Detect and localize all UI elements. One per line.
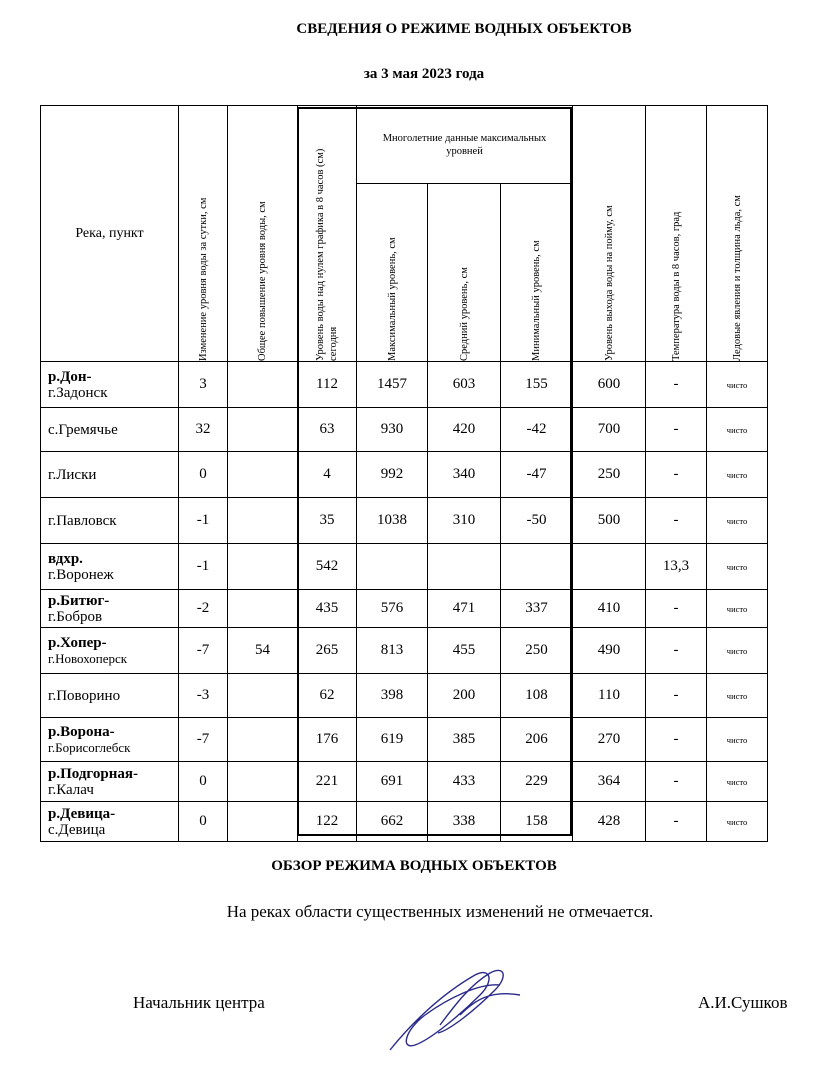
header-max: Максимальный уровень, см [357, 184, 428, 362]
river-point-cell [41, 628, 179, 674]
table-row [41, 408, 828, 452]
point-name: г.Калач [48, 781, 94, 798]
flood-cell: 428 [573, 802, 646, 842]
review-text: На реках области существенных изменений не отмечается. [226, 902, 654, 921]
header-total-rise: Общее повышение уровня воды, см [228, 106, 298, 362]
max-cell: 813 [357, 628, 428, 674]
flood-cell: 250 [573, 452, 646, 498]
ice-cell: чисто [707, 674, 768, 718]
river-name: р.Подгорная- [48, 765, 138, 782]
ice-cell: чисто [707, 362, 768, 408]
total-cell [228, 590, 298, 628]
river-point-cell [41, 544, 179, 590]
min-cell: 206 [501, 718, 573, 762]
river-point-cell [41, 674, 179, 718]
ice-cell: чисто [707, 452, 768, 498]
ice-cell: чисто [707, 802, 768, 842]
table-row [41, 628, 828, 674]
ice-cell: чисто [707, 762, 768, 802]
point-name: г.Новохоперск [48, 650, 128, 666]
max-cell: 619 [357, 718, 428, 762]
header-river: Река, пункт [41, 106, 179, 362]
table-row [41, 452, 828, 498]
header-ice: Ледовые явления и толщина льда, см [707, 106, 768, 362]
min-cell: 250 [501, 628, 573, 674]
point-name: с.Девица [48, 821, 106, 838]
mean-cell: 200 [428, 674, 501, 718]
total-cell [228, 408, 298, 452]
temp-cell: - [646, 498, 707, 544]
table-row [41, 362, 828, 408]
total-cell [228, 762, 298, 802]
river-point-cell [41, 498, 179, 544]
point-name: г.Павловск [48, 512, 117, 529]
header-temp: Температура воды в 8 часов, град [646, 106, 707, 362]
min-cell: -47 [501, 452, 573, 498]
level-cell: 435 [298, 590, 357, 628]
mean-cell: 420 [428, 408, 501, 452]
river-point-cell [41, 408, 179, 452]
change-cell: -7 [179, 718, 228, 762]
mean-cell: 455 [428, 628, 501, 674]
flood-cell [573, 544, 646, 590]
mean-cell: 471 [428, 590, 501, 628]
flood-cell: 500 [573, 498, 646, 544]
level-cell: 4 [298, 452, 357, 498]
min-cell: -42 [501, 408, 573, 452]
table-row [41, 718, 828, 762]
header-min: Минимальный уровень, см [501, 184, 573, 362]
max-cell: 1038 [357, 498, 428, 544]
min-cell: 158 [501, 802, 573, 842]
max-cell [357, 544, 428, 590]
change-cell: -7 [179, 628, 228, 674]
ice-cell: чисто [707, 408, 768, 452]
max-cell: 576 [357, 590, 428, 628]
signature-image [380, 955, 530, 1070]
mean-cell: 310 [428, 498, 501, 544]
header-level: Уровень воды над нулем графика в 8 часов (см) сегодня [298, 106, 357, 362]
temp-cell: 13,3 [646, 544, 707, 590]
level-cell: 542 [298, 544, 357, 590]
level-cell: 265 [298, 628, 357, 674]
total-cell: 54 [228, 628, 298, 674]
mean-cell: 385 [428, 718, 501, 762]
change-cell: 0 [179, 762, 228, 802]
min-cell: 108 [501, 674, 573, 718]
flood-cell: 490 [573, 628, 646, 674]
river-name: р.Ворона- [48, 723, 115, 740]
max-cell: 930 [357, 408, 428, 452]
level-cell: 221 [298, 762, 357, 802]
review-title: ОБЗОР РЕЖИМА ВОДНЫХ ОБЪЕКТОВ [271, 858, 557, 874]
river-point-cell [41, 452, 179, 498]
level-cell: 63 [298, 408, 357, 452]
total-cell [228, 544, 298, 590]
mean-cell [428, 544, 501, 590]
total-cell [228, 452, 298, 498]
change-cell: -1 [179, 544, 228, 590]
temp-cell: - [646, 674, 707, 718]
signer-name: А.И.Сушков [698, 993, 788, 1012]
temp-cell: - [646, 802, 707, 842]
header-flood: Уровень выхода воды на пойму, см [573, 106, 646, 362]
temp-cell: - [646, 590, 707, 628]
total-cell [228, 362, 298, 408]
flood-cell: 270 [573, 718, 646, 762]
flood-cell: 410 [573, 590, 646, 628]
flood-cell: 700 [573, 408, 646, 452]
river-point-cell [41, 718, 179, 762]
change-cell: 0 [179, 802, 228, 842]
river-name: р.Хопер- [48, 634, 107, 651]
total-cell [228, 802, 298, 842]
change-cell: 3 [179, 362, 228, 408]
river-point-cell [41, 362, 179, 408]
point-name: г.Поворино [48, 687, 121, 704]
level-cell: 122 [298, 802, 357, 842]
flood-cell: 110 [573, 674, 646, 718]
max-cell: 398 [357, 674, 428, 718]
total-cell [228, 498, 298, 544]
max-cell: 691 [357, 762, 428, 802]
change-cell: -3 [179, 674, 228, 718]
min-cell: 155 [501, 362, 573, 408]
point-name: г.Воронеж [48, 566, 114, 583]
change-cell: -2 [179, 590, 228, 628]
river-name: р.Дон- [48, 368, 92, 385]
ice-cell: чисто [707, 628, 768, 674]
river-point-cell [41, 590, 179, 628]
min-cell: -50 [501, 498, 573, 544]
point-name: г.Бобров [48, 608, 103, 625]
level-cell: 176 [298, 718, 357, 762]
flood-cell: 364 [573, 762, 646, 802]
table-row [41, 802, 828, 842]
mean-cell: 603 [428, 362, 501, 408]
point-name: г.Борисоглебск [48, 739, 131, 755]
temp-cell: - [646, 718, 707, 762]
change-cell: -1 [179, 498, 228, 544]
header-longterm: Многолетние данные максимальных уровней [357, 106, 573, 184]
river-name: р.Битюг- [48, 592, 110, 609]
point-name: г.Лиски [48, 466, 97, 483]
header-change: Изменение уровня воды за сутки, см [179, 106, 228, 362]
max-cell: 662 [357, 802, 428, 842]
point-name: с.Гремячье [48, 421, 118, 438]
table-row [41, 544, 828, 590]
signer-position: Начальник центра [133, 993, 265, 1012]
level-cell: 62 [298, 674, 357, 718]
temp-cell: - [646, 408, 707, 452]
level-cell: 35 [298, 498, 357, 544]
temp-cell: - [646, 762, 707, 802]
total-cell [228, 674, 298, 718]
total-cell [228, 718, 298, 762]
point-name: г.Задонск [48, 384, 108, 401]
min-cell [501, 544, 573, 590]
level-cell: 112 [298, 362, 357, 408]
min-cell: 337 [501, 590, 573, 628]
table-row [41, 498, 828, 544]
river-point-cell [41, 762, 179, 802]
temp-cell: - [646, 362, 707, 408]
temp-cell: - [646, 628, 707, 674]
river-point-cell [41, 802, 179, 842]
change-cell: 32 [179, 408, 228, 452]
table-row [41, 590, 828, 628]
mean-cell: 338 [428, 802, 501, 842]
header-mean: Средний уровень, см [428, 184, 501, 362]
table-row [41, 674, 828, 718]
flood-cell: 600 [573, 362, 646, 408]
document-date: за 3 мая 2023 года [363, 66, 485, 82]
max-cell: 1457 [357, 362, 428, 408]
water-regime-table [40, 105, 828, 842]
temp-cell: - [646, 452, 707, 498]
ice-cell: чисто [707, 498, 768, 544]
river-name: р.Девица- [48, 805, 116, 822]
ice-cell: чисто [707, 544, 768, 590]
mean-cell: 433 [428, 762, 501, 802]
mean-cell: 340 [428, 452, 501, 498]
document-title: СВЕДЕНИЯ О РЕЖИМЕ ВОДНЫХ ОБЪЕКТОВ [296, 21, 632, 37]
max-cell: 992 [357, 452, 428, 498]
table-row [41, 762, 828, 802]
change-cell: 0 [179, 452, 228, 498]
min-cell: 229 [501, 762, 573, 802]
ice-cell: чисто [707, 590, 768, 628]
ice-cell: чисто [707, 718, 768, 762]
river-name: вдхр. [48, 550, 83, 567]
